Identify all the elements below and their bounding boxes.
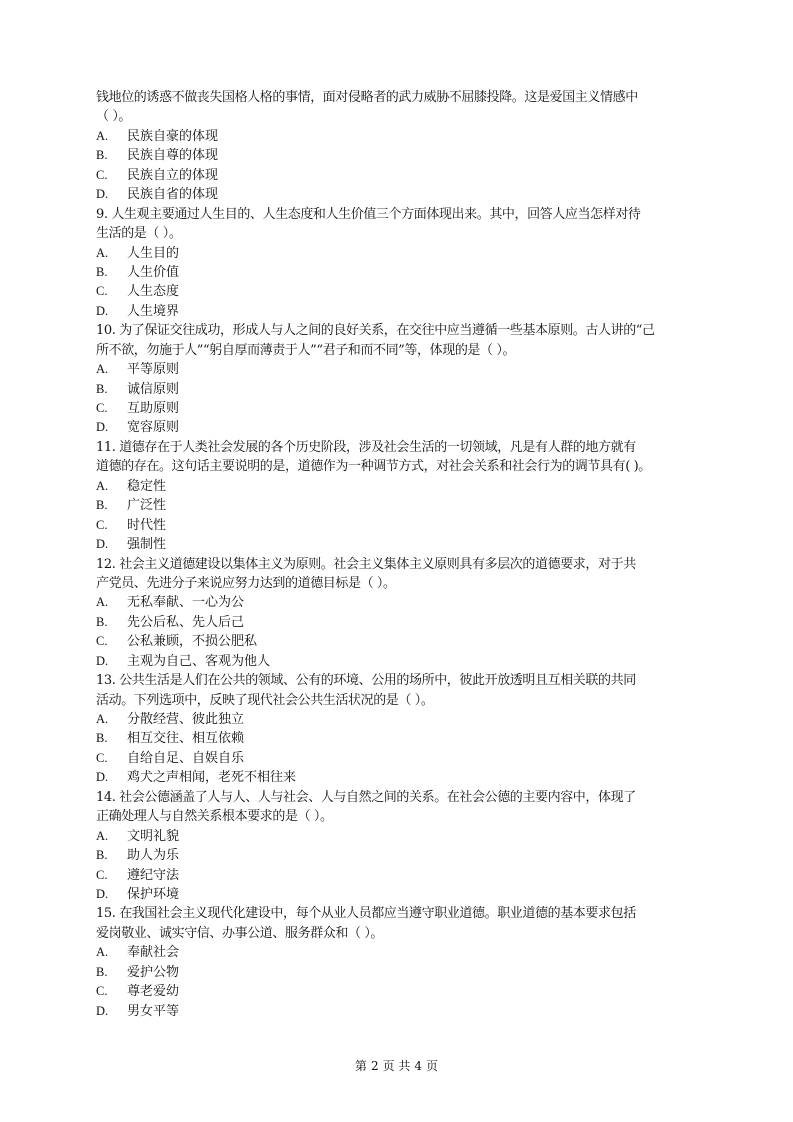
total-pages-number: 4 [414,1059,423,1073]
question-block [96,555,700,672]
answer-option [96,885,700,904]
option-letter: B. [96,731,108,746]
option-text: 民族自省的体现 [127,187,219,203]
answer-option [96,943,700,962]
question-stem-line: 产党员、先进分子来说应努力达到的道德目标是（ ）。 [96,575,396,591]
option-letter: C. [96,750,108,765]
option-letter: B. [96,964,108,979]
option-text: 民族自立的体现 [127,167,219,183]
question-8-continued [96,88,700,205]
question-stem-line: 13. 公共生活是人们在公共的领域、公有的环境、公用的场所中，彼此开放透明且互相关联的共同 [96,673,636,689]
answer-option [96,399,700,418]
question-block [96,788,700,905]
answer-option [96,613,700,632]
answer-option [96,846,700,865]
option-letter: D. [96,653,109,668]
question-stem-line: 爱岗敬业、诚实守信、办事公道、服务群众和（ ）。 [96,925,384,941]
option-text: 助人为乐 [127,848,180,864]
option-text: 无私奉献、一心为公 [127,595,245,611]
question-block [96,438,700,555]
question-stem-line: 12. 社会主义道德建设以集体主义为原则。社会主义集体主义原则具有多层次的道德要求，对于共 [96,556,636,572]
option-letter: A. [96,362,109,377]
option-letter: D. [96,303,109,318]
option-text: 自给自足、自娱自乐 [127,750,245,766]
option-text: 先公后私、先人后己 [127,614,245,630]
option-letter: B. [96,148,108,163]
option-letter: C. [96,984,108,999]
exam-page [96,88,700,1021]
answer-option [96,593,700,612]
option-text: 强制性 [127,537,167,553]
option-text: 相互交往、相互依赖 [127,731,245,747]
answer-option [96,477,700,496]
answer-option [96,1002,700,1021]
answer-option [96,282,700,301]
option-text: 民族自豪的体现 [127,128,219,144]
option-letter: B. [96,381,108,396]
option-text: 文明礼貌 [127,828,180,844]
option-letter: B. [96,498,108,513]
question-stem-line: 11. 道德存在于人类社会发展的各个历史阶段，涉及社会生活的一切领域，凡是有人群的地方就有 [96,439,636,455]
question-stem-line: 钱地位的诱惑不做丧失国格人格的事情，面对侵略者的武力威胁不屈膝投降。这是爱国主义情感中 [96,90,638,105]
question-stem-line: 所不欲，勿施于人”“躬自厚而薄责于人”“君子和而不同”等，体现的是（ ）。 [96,342,516,358]
option-letter: C. [96,167,108,182]
option-text: 平等原则 [127,362,180,378]
option-text: 人生价值 [127,264,180,280]
answer-option [96,827,700,846]
option-text: 男女平等 [127,1003,180,1019]
footer-middle: 页 共 [382,1059,411,1073]
option-text: 诚信原则 [127,381,180,397]
option-letter: C. [96,634,108,649]
answer-option [96,632,700,651]
answer-option [96,652,700,671]
option-text: 分散经营、彼此独立 [127,712,245,727]
option-letter: D. [96,537,109,552]
option-text: 民族自尊的体现 [127,148,219,164]
option-letter: A. [96,245,109,260]
answer-option [96,380,700,399]
answer-option [96,127,700,146]
page-footer [0,1057,793,1074]
question-stem-line: 生活的是（ ）。 [96,226,182,242]
answer-option [96,866,700,885]
question-stem-line: 10. 为了保证交往成功，形成人与人之间的良好关系，在交往中应当遵循一些基本原则。古人讲的“己 [96,323,655,339]
option-text: 保护环境 [127,886,180,902]
question-stem-line: 14. 社会公德涵盖了人与人、人与社会、人与自然之间的关系。在社会公德的主要内容中，体现了 [96,789,636,805]
question-stem-line: 道德的存在。这句话主要说明的是，道德作为一种调节方式，对社会关系和社会行为的调节具有( )。 [96,459,651,475]
option-text: 爱护公物 [127,964,180,980]
option-text: 人生境界 [127,303,180,319]
option-text: 时代性 [127,517,167,533]
answer-option [96,982,700,1001]
option-letter: A. [96,712,109,726]
option-letter: D. [96,770,109,785]
option-text: 鸡犬之声相闻，老死不相往来 [127,770,297,786]
option-letter: A. [96,595,109,610]
option-text: 遵纪守法 [127,867,180,883]
option-letter: D. [96,1003,109,1018]
option-letter: A. [96,828,109,843]
option-text: 主观为自己、客观为他人 [127,653,271,669]
option-text: 人生态度 [127,284,180,300]
option-letter: C. [96,867,108,882]
option-text: 宽容原则 [127,420,180,436]
question-stem-line: 活动。下列选项中，反映了现代社会公共生活状况的是（ ）。 [96,692,434,708]
option-letter: A. [96,478,109,493]
option-text: 奉献社会 [127,945,180,961]
option-text: 人生目的 [127,245,180,261]
footer-suffix: 页 [426,1059,439,1073]
answer-option [96,263,700,282]
answer-option [96,418,700,437]
answer-option [96,185,700,204]
question-stem-line: 正确处理人与自然关系根本要求的是（ ）。 [96,809,333,825]
question-stem-line: （ ）。 [96,109,132,125]
option-letter: B. [96,614,108,629]
answer-option [96,244,700,263]
option-letter: A. [96,945,109,960]
option-text: 广泛性 [127,498,167,514]
option-text: 公私兼顾，不损公肥私 [127,634,258,650]
answer-option [96,749,700,768]
question-stem-line: 9. 人生观主要通过人生目的、人生态度和人生价值三个方面体现出来。其中，回答人应当怎样对待 [96,206,641,222]
answer-option [96,768,700,787]
option-text: 互助原则 [127,401,180,416]
answer-option [96,360,700,379]
option-letter: C. [96,401,108,415]
option-letter: C. [96,284,108,299]
question-block [96,671,700,788]
answer-option [96,710,700,729]
option-letter: B. [96,264,108,279]
option-letter: A. [96,128,109,143]
answer-option [96,166,700,185]
option-letter: D. [96,886,109,901]
option-letter: D. [96,420,109,435]
answer-option [96,535,700,554]
question-block [96,904,700,1021]
answer-option [96,302,700,321]
answer-option [96,729,700,748]
question-stem-line: 15. 在我国社会主义现代化建设中，每个从业人员都应当遵守职业道德。职业道德的基本要求包括 [96,906,636,922]
answer-option [96,963,700,982]
option-letter: C. [96,517,108,532]
question-block [96,321,700,438]
option-letter: D. [96,187,109,202]
answer-option [96,496,700,515]
option-text: 稳定性 [127,478,167,494]
footer-prefix: 第 [354,1059,367,1073]
answer-option [96,516,700,535]
option-text: 尊老爱幼 [127,984,180,1000]
question-block [96,205,700,322]
current-page-number: 2 [370,1059,379,1073]
answer-option [96,146,700,165]
option-letter: B. [96,848,108,863]
